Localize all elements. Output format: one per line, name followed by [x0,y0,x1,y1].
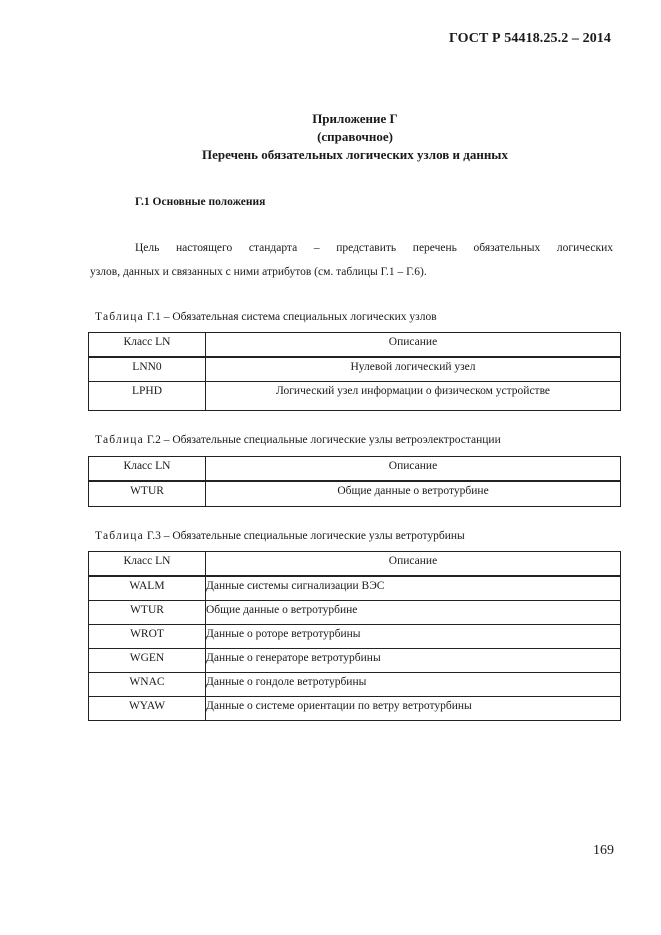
cell-description: Логический узел информации о физическом устройстве [206,382,621,411]
table-row [89,697,621,721]
table-row [89,576,621,601]
table-3-caption [95,530,465,542]
cell-description: Данные о системе ориентации по ветру ветротурбины [206,697,621,721]
cell-description: Данные о роторе ветротурбины [206,625,621,649]
cell-class-ln: WROT [89,625,206,649]
table-3 [88,551,621,721]
cell-class-ln: WALM [89,576,206,601]
header-description: Описание [206,333,621,358]
paragraph-line-2: узлов, данных и связанных с ними атрибутов (см. таблицы Г.1 – Г.6). [90,266,427,278]
table-row [89,625,621,649]
table-2 [88,456,621,507]
cell-description: Нулевой логический узел [206,357,621,382]
appendix-subtitle: (справочное) [317,129,393,144]
cell-description: Данные о генераторе ветротурбины [206,649,621,673]
header-class-ln: Класс LN [89,333,206,358]
header-description: Описание [206,552,621,577]
cell-description: Данные системы сигнализации ВЭС [206,576,621,601]
cell-class-ln: WNAC [89,673,206,697]
document-header-code: ГОСТ Р 54418.25.2 – 2014 [448,31,611,46]
table-row [89,601,621,625]
cell-description: Данные о гондоле ветротурбины [206,673,621,697]
table-3-caption-text: Г.3 – Обязательные специальные логические узлы ветротурбины [143,530,465,542]
table-row [89,649,621,673]
table-1-caption-text: Г.1 – Обязательная система специальных логических узлов [143,311,437,323]
table-2-caption-text: Г.2 – Обязательные специальные логические узлы ветроэлектростанции [143,434,501,446]
table-row [89,481,621,507]
cell-class-ln: WTUR [89,601,206,625]
appendix-title: Приложение Г [312,111,398,126]
cell-class-ln: WYAW [89,697,206,721]
table-2-caption [95,434,501,446]
cell-class-ln: WTUR [89,481,206,507]
table-1-caption-label: Таблица [95,311,144,323]
cell-description: Общие данные о ветротурбине [206,481,621,507]
table-2-caption-label: Таблица [95,434,144,446]
cell-class-ln: WGEN [89,649,206,673]
appendix-heading: Перечень обязательных логических узлов и данных [202,147,508,162]
cell-description: Общие данные о ветротурбине [206,601,621,625]
header-description: Описание [206,457,621,482]
header-class-ln: Класс LN [89,457,206,482]
cell-class-ln: LPHD [89,382,206,411]
table-header-row [89,457,621,482]
table-1-caption [95,311,437,323]
table-header-row [89,333,621,358]
table-row [89,673,621,697]
table-3-caption-label: Таблица [95,530,144,542]
paragraph-line-1: Цель настоящего стандарта – представить перечень обязательных логических [135,242,613,254]
table-1 [88,332,621,411]
section-title: Г.1 Основные положения [135,196,266,208]
cell-class-ln: LNN0 [89,357,206,382]
table-row [89,382,621,411]
page-number: 169 [593,843,614,858]
table-header-row [89,552,621,577]
table-row [89,357,621,382]
header-class-ln: Класс LN [89,552,206,577]
